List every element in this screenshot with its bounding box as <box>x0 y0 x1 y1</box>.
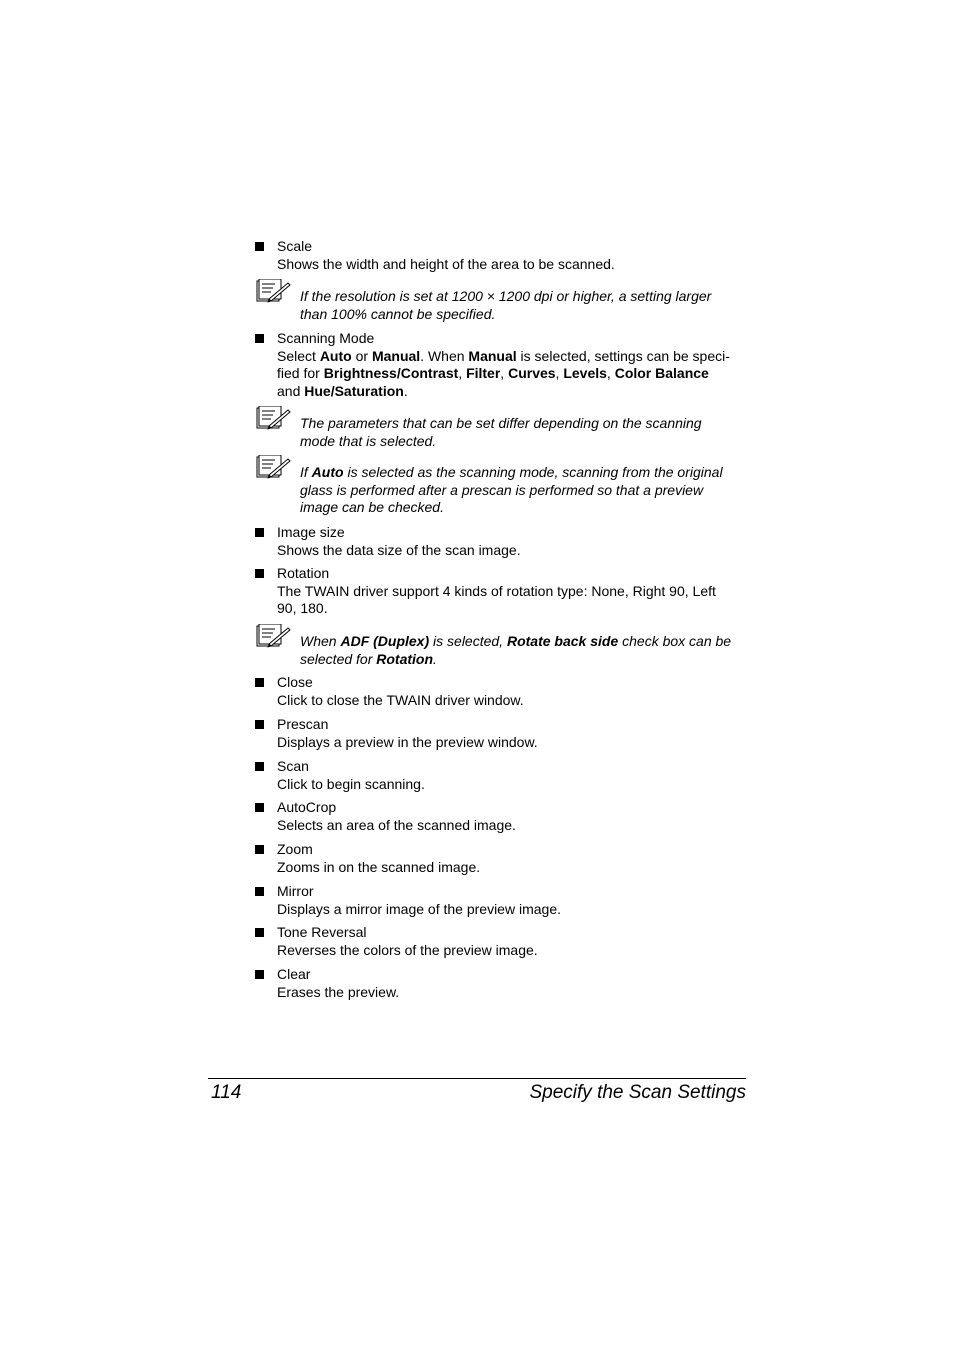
list-item-scale <box>255 238 755 273</box>
note-line: than 100% cannot be specified. <box>300 305 496 322</box>
list-item-tone-reversal <box>255 924 755 959</box>
list-item-scan <box>255 758 755 793</box>
bullet-icon <box>255 928 264 937</box>
item-title: Image size <box>277 524 345 540</box>
item-description: Zooms in on the scanned image. <box>277 858 481 875</box>
list-item-rotation <box>255 565 755 618</box>
list-item-mirror <box>255 883 755 918</box>
note-icon <box>255 406 291 430</box>
item-title: Close <box>277 674 313 690</box>
item-title: Scanning Mode <box>277 330 375 346</box>
item-title: Scan <box>277 758 309 774</box>
note-line: When ADF (Duplex) is selected, Rotate back side check box can be <box>300 633 732 649</box>
note-line: If Auto is selected as the scanning mode, scanning from the original <box>300 464 723 480</box>
item-description-line: fied for Brightness/Contrast, Filter, Curves, Levels, Color Balance <box>277 365 709 382</box>
note-line: image can be checked. <box>300 499 444 516</box>
note-line: The parameters that can be set differ depending on the scanning <box>300 415 702 431</box>
bullet-icon <box>255 762 264 771</box>
section-title: Specify the Scan Settings <box>529 1082 746 1103</box>
bullet-icon <box>255 970 264 979</box>
bullet-icon <box>255 569 264 578</box>
item-description: Displays a mirror image of the preview image. <box>277 900 561 917</box>
note-icon <box>255 624 291 648</box>
bullet-icon <box>255 528 264 537</box>
list-item-scanning-mode <box>255 330 755 400</box>
note-resolution <box>255 288 755 323</box>
bullet-icon <box>255 334 264 343</box>
item-title: Scale <box>277 238 313 254</box>
item-description-line: Select Auto or Manual. When Manual is selected, settings can be speci- <box>277 347 730 364</box>
bullet-icon <box>255 845 264 854</box>
item-title: Mirror <box>277 883 314 899</box>
item-title: Tone Reversal <box>277 924 367 940</box>
list-item-clear <box>255 966 755 1001</box>
list-item-zoom <box>255 841 755 876</box>
note-auto-mode <box>255 464 755 517</box>
item-description: Reverses the colors of the preview image. <box>277 941 538 958</box>
item-description-line: 90, 180. <box>277 600 328 617</box>
item-description-line: The TWAIN driver support 4 kinds of rotation type: None, Right 90, Left <box>277 582 716 599</box>
note-line: glass is performed after a prescan is performed so that a preview <box>300 481 704 498</box>
note-line: If the resolution is set at 1200 × 1200 dpi or higher, a setting larger <box>300 288 712 304</box>
item-title: AutoCrop <box>277 799 337 815</box>
note-icon <box>255 279 291 303</box>
footer-divider <box>208 1078 746 1079</box>
item-description-line: and Hue/Saturation. <box>277 382 408 399</box>
list-item-close <box>255 674 755 709</box>
note-icon <box>255 455 291 479</box>
item-description: Selects an area of the scanned image. <box>277 816 516 833</box>
list-item-prescan <box>255 716 755 751</box>
bullet-icon <box>255 887 264 896</box>
item-title: Rotation <box>277 565 330 581</box>
item-description: Shows the width and height of the area to be scanned. <box>277 255 615 272</box>
item-description: Click to begin scanning. <box>277 775 425 792</box>
bullet-icon <box>255 678 264 687</box>
item-description: Click to close the TWAIN driver window. <box>277 691 524 708</box>
item-description: Displays a preview in the preview window. <box>277 733 538 750</box>
list-item-image-size <box>255 524 755 559</box>
item-description: Shows the data size of the scan image. <box>277 541 521 558</box>
note-parameters <box>255 415 755 450</box>
bullet-icon <box>255 720 264 729</box>
note-line: selected for Rotation. <box>300 650 437 667</box>
item-title: Clear <box>277 966 311 982</box>
bullet-icon <box>255 803 264 812</box>
note-line: mode that is selected. <box>300 432 437 449</box>
bullet-icon <box>255 242 264 251</box>
list-item-autocrop <box>255 799 755 834</box>
page-number: 114 <box>211 1082 242 1103</box>
item-description: Erases the preview. <box>277 983 400 1000</box>
note-rotate-back-side <box>255 633 755 668</box>
item-title: Prescan <box>277 716 329 732</box>
item-title: Zoom <box>277 841 313 857</box>
